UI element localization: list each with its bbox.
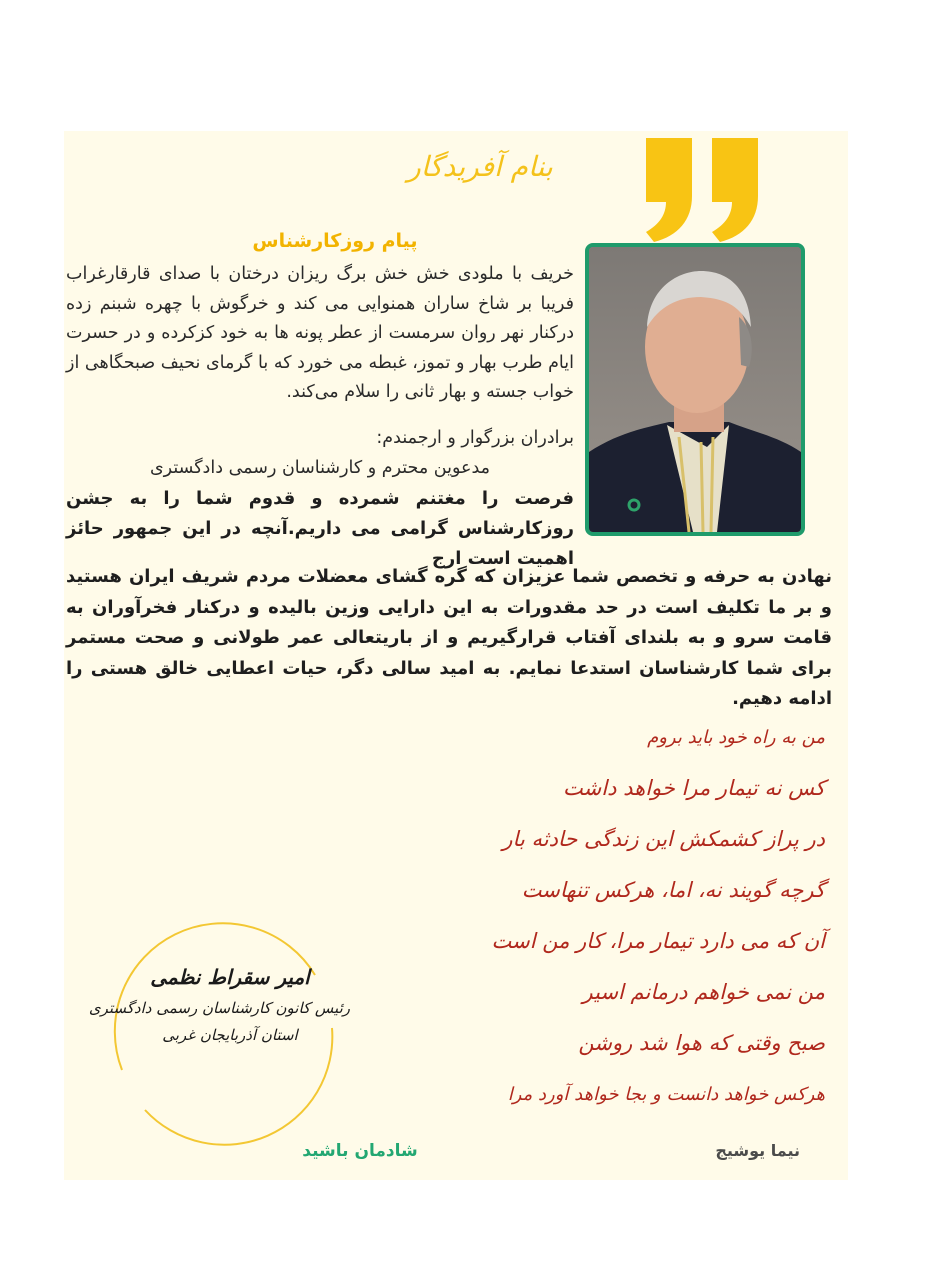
poem-author: نیما یوشیج: [715, 1141, 800, 1160]
message-salutation: برادران بزرگوار و ارجمندم:: [376, 428, 574, 448]
signature-block: [88, 960, 350, 1048]
signature-name: امیر سقراط نظمی: [150, 965, 310, 989]
poem-line: در پراز کشمکش این زندگی حادثه بار: [502, 827, 825, 851]
quote-glyph-right: [712, 138, 758, 242]
message-addressees: مدعوین محترم و کارشناسان رسمی دادگستری: [149, 458, 491, 478]
portrait-photo: [585, 243, 805, 536]
message-intro: خریف با ملودی خش خش برگ ریزان درختان با صدای قارقارغراب فریبا بر شاخ ساران همنوایی می کند و خرگوش با چهره شبنم زده درکنار نهر روان سرمست از عطر پونه ها به خود کزکرده و در حسرت ایام طرب بهار و تموز، غبطه می خورد که با گرمای نحیف صبحگاهی از خواب جسته و بهار ثانی را سلام می‌کند.: [66, 264, 574, 402]
poem-line: گرچه گویند نه، اما، هرکس تنهاست: [521, 878, 825, 902]
poem-line: کس نه تیمار مرا خواهد داشت: [563, 776, 825, 800]
invocation-heading: بنام آفریدگار: [407, 150, 553, 183]
poem-line: صبح وقتی که هوا شد روشن: [578, 1031, 825, 1055]
poem-line: من نمی خواهم درمانم اسیر: [582, 980, 825, 1004]
signature-role: رئیس کانون کارشناسان رسمی دادگستری: [88, 999, 350, 1017]
message-title: پیام روزکارشناس: [252, 230, 418, 252]
message-bold-part2: نهادن به حرفه و تخصص شما عزیزان که گره گشای معضلات مردم شریف ایران هستید و بر ما تکلیف است در حد مقدورات به این دارایی وزین بالیده و درکنار فخرآوران به قامت سرو و به بلندای آفتاب قرارگیریم و از باریتعالی عمر طولانی و صحت مستمر برای شما کارشناسان استدعا نمایم. به امید سالی دگر، حیات اعطایی خالق هستی را ادامه دهیم.: [66, 566, 832, 709]
signature-region: استان آذربایجان غربی: [162, 1026, 298, 1044]
poem-line: من به راه خود باید بروم: [647, 727, 825, 748]
poem-line: هرکس خواهد دانست و بجا خواهد آورد مرا: [507, 1084, 825, 1105]
message-bold-part1: فرصت را مغتنم شمرده و قدوم شما را به جشن روزکارشناس گرامی می داریم.آنچه در این جمهور حائز اهمیت است ارج: [66, 488, 574, 569]
quote-glyph-left: [646, 138, 692, 242]
poem-line: آن که می دارد تیمار مرا، کار من است: [491, 929, 825, 953]
poem: [491, 712, 825, 1120]
farewell-text: شادمان باشید: [302, 1141, 418, 1161]
closing-quote-mark-icon: [640, 138, 764, 242]
portrait-illustration: [589, 247, 801, 532]
